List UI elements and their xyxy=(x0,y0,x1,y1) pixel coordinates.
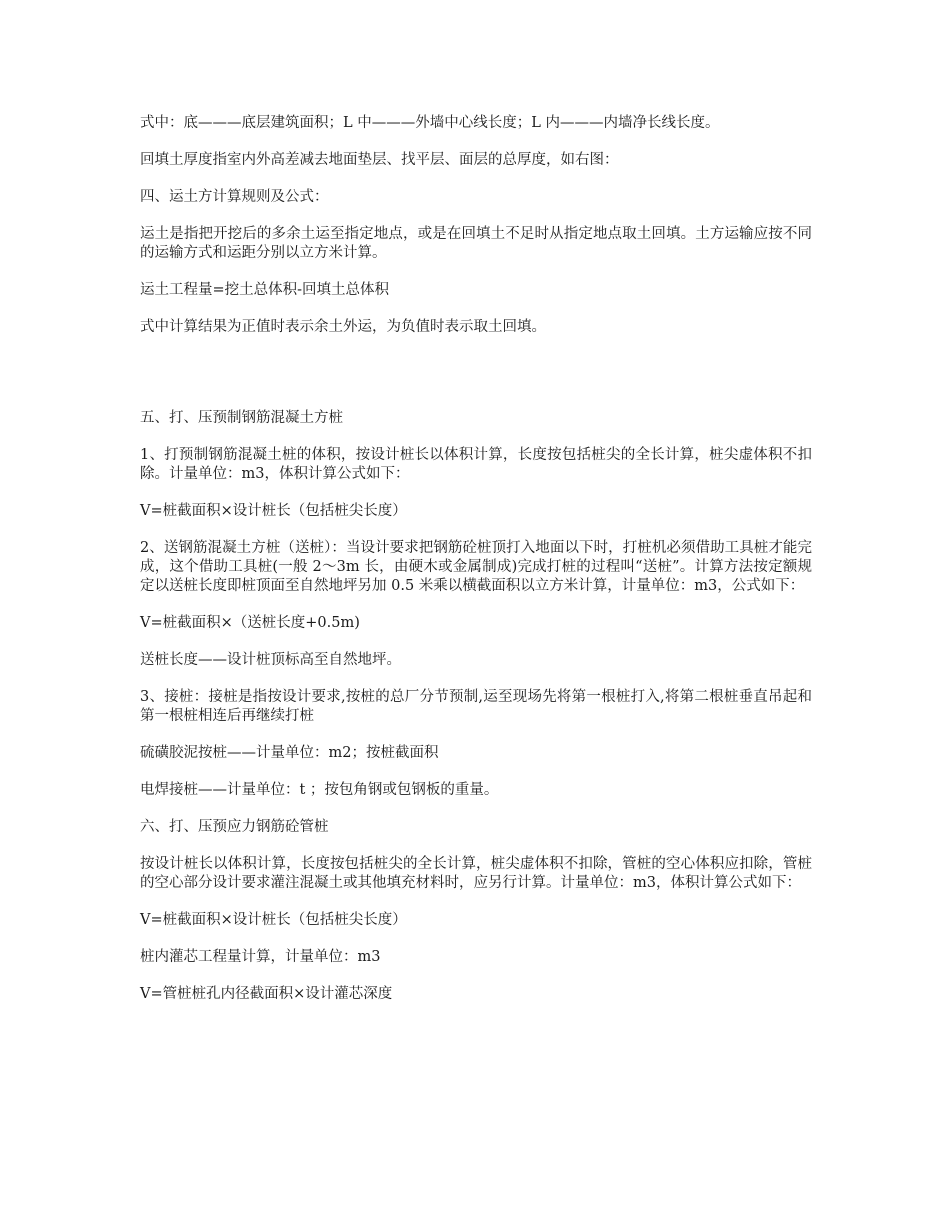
paragraph-sending-length: 送桩长度——设计桩顶标高至自然地坪。 xyxy=(140,652,401,668)
formula-pile-volume: V=桩截面积×设计桩长（包括桩尖长度） xyxy=(140,503,407,519)
formula-pile-sending: V=桩截面积×（送桩长度+0.5m) xyxy=(140,615,360,631)
paragraph-result-sign: 式中计算结果为正值时表示余土外运，为负值时表示取土回填。 xyxy=(140,319,546,335)
paragraph-pipe-pile-volume: 按设计桩长以体积计算，长度按包括桩尖的全长计算，桩尖虚体积不扣除，管桩的空心体积应扣除，管桩的空心部分设计要求灌注混凝土或其他填充材料时，应另行计算。计量单位：m3，体积计算公式如下： xyxy=(140,856,812,891)
heading-section-5: 五、打、压预制钢筋混凝土方桩 xyxy=(140,410,343,426)
paragraph-formula-legend: 式中：底———底层建筑面积；L 中———外墙中心线长度；L 内———内墙净长线长度。 xyxy=(140,115,720,131)
formula-core-fill: V=管桩桩孔内径截面积×设计灌芯深度 xyxy=(140,986,393,1002)
paragraph-sulfur-joint: 硫磺胶泥按桩——计量单位：m2；按桩截面积 xyxy=(140,745,439,761)
formula-transport-volume: 运土工程量=挖土总体积-回填土总体积 xyxy=(140,282,390,298)
paragraph-earth-transport: 运土是指把开挖后的多余土运至指定地点，或是在回填土不足时从指定地点取土回填。土方运输应按不同的运输方式和运距分别以立方米计算。 xyxy=(140,226,812,261)
paragraph-pile-joint: 3、接桩：接桩是指按设计要求,按桩的总厂分节预制,运至现场先将第一根桩打入,将第二根桩垂直吊起和第一根桩相连后再继续打桩 xyxy=(140,689,812,724)
paragraph-pile-sending: 2、送钢筋混凝土方桩（送桩）：当设计要求把钢筋砼桩顶打入地面以下时，打桩机必须借助工具桩才能完成，这个借助工具桩(一般 2～3m 长，由硬木或金属制成)完成打桩的过程叫“送桩”。计算方法按定额规定以送桩长度即桩顶面至自然地坪另加 0.5 米乘以横截面积以立方米计算，计量单位：m3，公式如下： xyxy=(140,540,812,594)
paragraph-weld-joint: 电焊接桩——计量单位：t ；按包角钢或包钢板的重量。 xyxy=(140,782,499,798)
document-body xyxy=(140,114,812,1022)
paragraph-backfill-thickness: 回填土厚度指室内外高差减去地面垫层、找平层、面层的总厚度，如右图： xyxy=(140,152,619,168)
heading-section-6: 六、打、压预应力钢筋砼管桩 xyxy=(140,819,329,835)
formula-pipe-pile-volume: V=桩截面积×设计桩长（包括桩尖长度） xyxy=(140,912,407,928)
paragraph-precast-pile-volume: 1、打预制钢筋混凝土桩的体积，按设计桩长以体积计算，长度按包括桩尖的全长计算，桩尖虚体积不扣除。计量单位：m3，体积计算公式如下： xyxy=(140,447,812,482)
heading-section-4: 四、运土方计算规则及公式： xyxy=(140,189,329,205)
paragraph-core-fill: 桩内灌芯工程量计算，计量单位：m3 xyxy=(140,949,381,965)
